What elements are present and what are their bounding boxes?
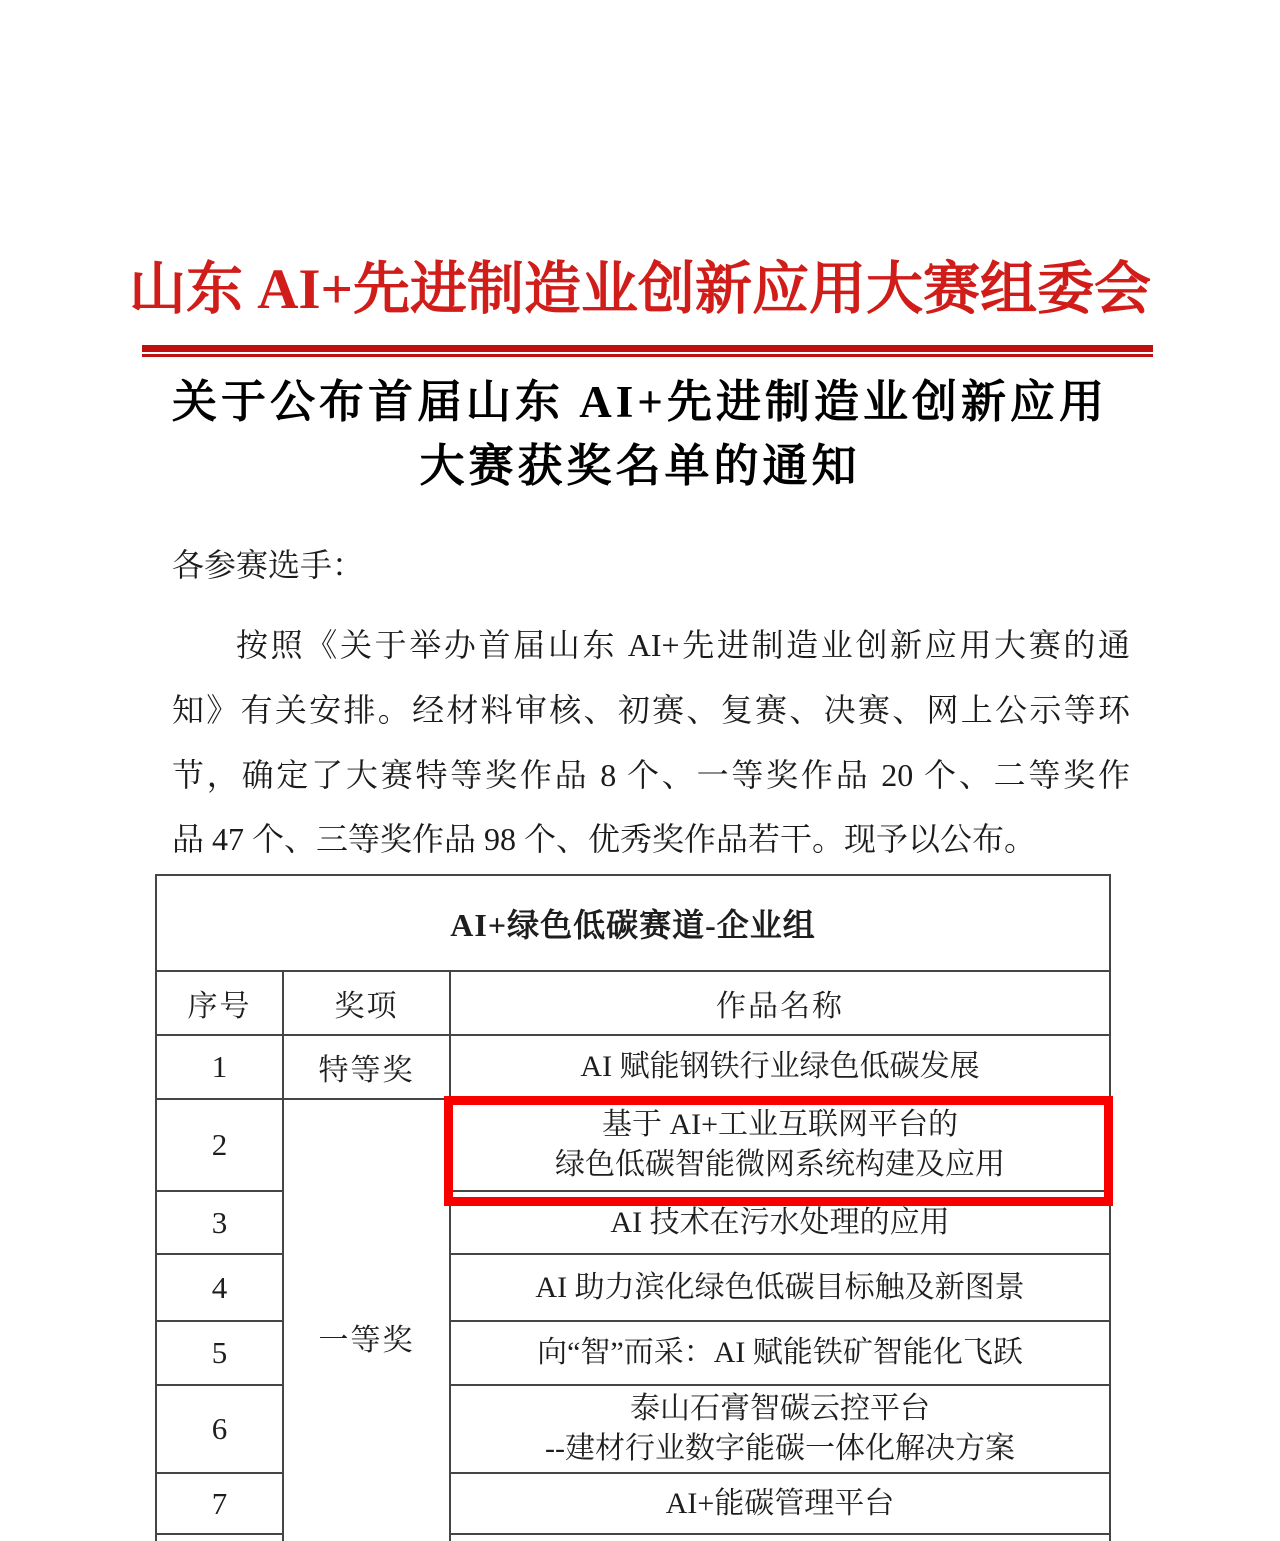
group-title-cell: AI+绿色低碳赛道-企业组: [156, 875, 1110, 971]
body-paragraph: [172, 613, 1130, 872]
table-row: [156, 1035, 1110, 1099]
serial-cell: 4: [156, 1254, 283, 1321]
org-header-title: 山东 AI+先进制造业创新应用大赛组委会: [128, 258, 1152, 321]
rule-thin-bar: [142, 354, 1153, 357]
paragraph-line: 品 47 个、三等奖作品 98 个、优秀奖作品若干。现予以公布。: [172, 821, 1037, 858]
table-row: [156, 1099, 1110, 1191]
paragraph-line: 知》有关安排。经材料审核、初赛、复赛、决赛、网上公示等环: [172, 691, 1130, 728]
work-cell: [450, 1099, 1110, 1191]
notice-title-line2: 大赛获奖名单的通知: [419, 441, 861, 491]
column-header-cell: 序号: [156, 971, 283, 1035]
work-title-line: 向“智”而采：AI 赋能铁矿智能化飞跃: [537, 1336, 1023, 1369]
work-cell: [450, 1191, 1110, 1254]
work-title-line: AI 助力滨化绿色低碳目标触及新图景: [535, 1270, 1025, 1304]
work-title-line: AI+能碳管理平台: [665, 1486, 895, 1520]
rule-thick-bar: [142, 345, 1153, 352]
column-header-cell: 奖项: [283, 971, 450, 1035]
serial-cell: 3: [156, 1191, 283, 1254]
work-cell: [450, 1321, 1110, 1385]
paragraph-line: 节，确定了大赛特等奖作品 8 个、一等奖作品 20 个、二等奖作: [172, 756, 1130, 793]
header-double-rule: [142, 345, 1153, 357]
serial-cell: 1: [156, 1035, 283, 1099]
award-cell: 特等奖: [283, 1035, 450, 1099]
work-title-line: AI 赋能钢铁行业绿色低碳发展: [580, 1050, 980, 1083]
work-title-line: --建材行业数字能碳一体化解决方案: [545, 1432, 1015, 1465]
notice-title-line1: 关于公布首届山东 AI+先进制造业创新应用: [172, 377, 1108, 427]
table-row: [156, 875, 1110, 971]
serial-cell: 2: [156, 1099, 283, 1191]
serial-cell: 5: [156, 1321, 283, 1385]
work-cell: [450, 1534, 1110, 1541]
table-row: [156, 971, 1110, 1035]
work-cell: [450, 1385, 1110, 1473]
notice-title: [0, 370, 1280, 498]
paragraph-line: 按照《关于举办首届山东 AI+先进制造业创新应用大赛的通: [236, 627, 1130, 663]
salutation: 各参赛选手：: [172, 547, 365, 583]
serial-cell: 7: [156, 1473, 283, 1534]
work-title-line: 基于 AI+工业互联网平台的: [601, 1108, 959, 1141]
work-title-line: 泰山石膏智碳云控平台: [630, 1392, 930, 1425]
work-title-line: AI 技术在污水处理的应用: [610, 1205, 950, 1239]
column-header-cell: 作品名称: [450, 971, 1110, 1035]
award-cell: 一等奖: [283, 1099, 450, 1541]
work-cell: [450, 1473, 1110, 1534]
work-title-line: 绿色低碳智能微网系统构建及应用: [555, 1148, 1005, 1181]
awards-table: [155, 874, 1111, 1541]
serial-cell: [156, 1534, 283, 1541]
serial-cell: 6: [156, 1385, 283, 1473]
work-cell: [450, 1254, 1110, 1321]
work-cell: [450, 1035, 1110, 1099]
